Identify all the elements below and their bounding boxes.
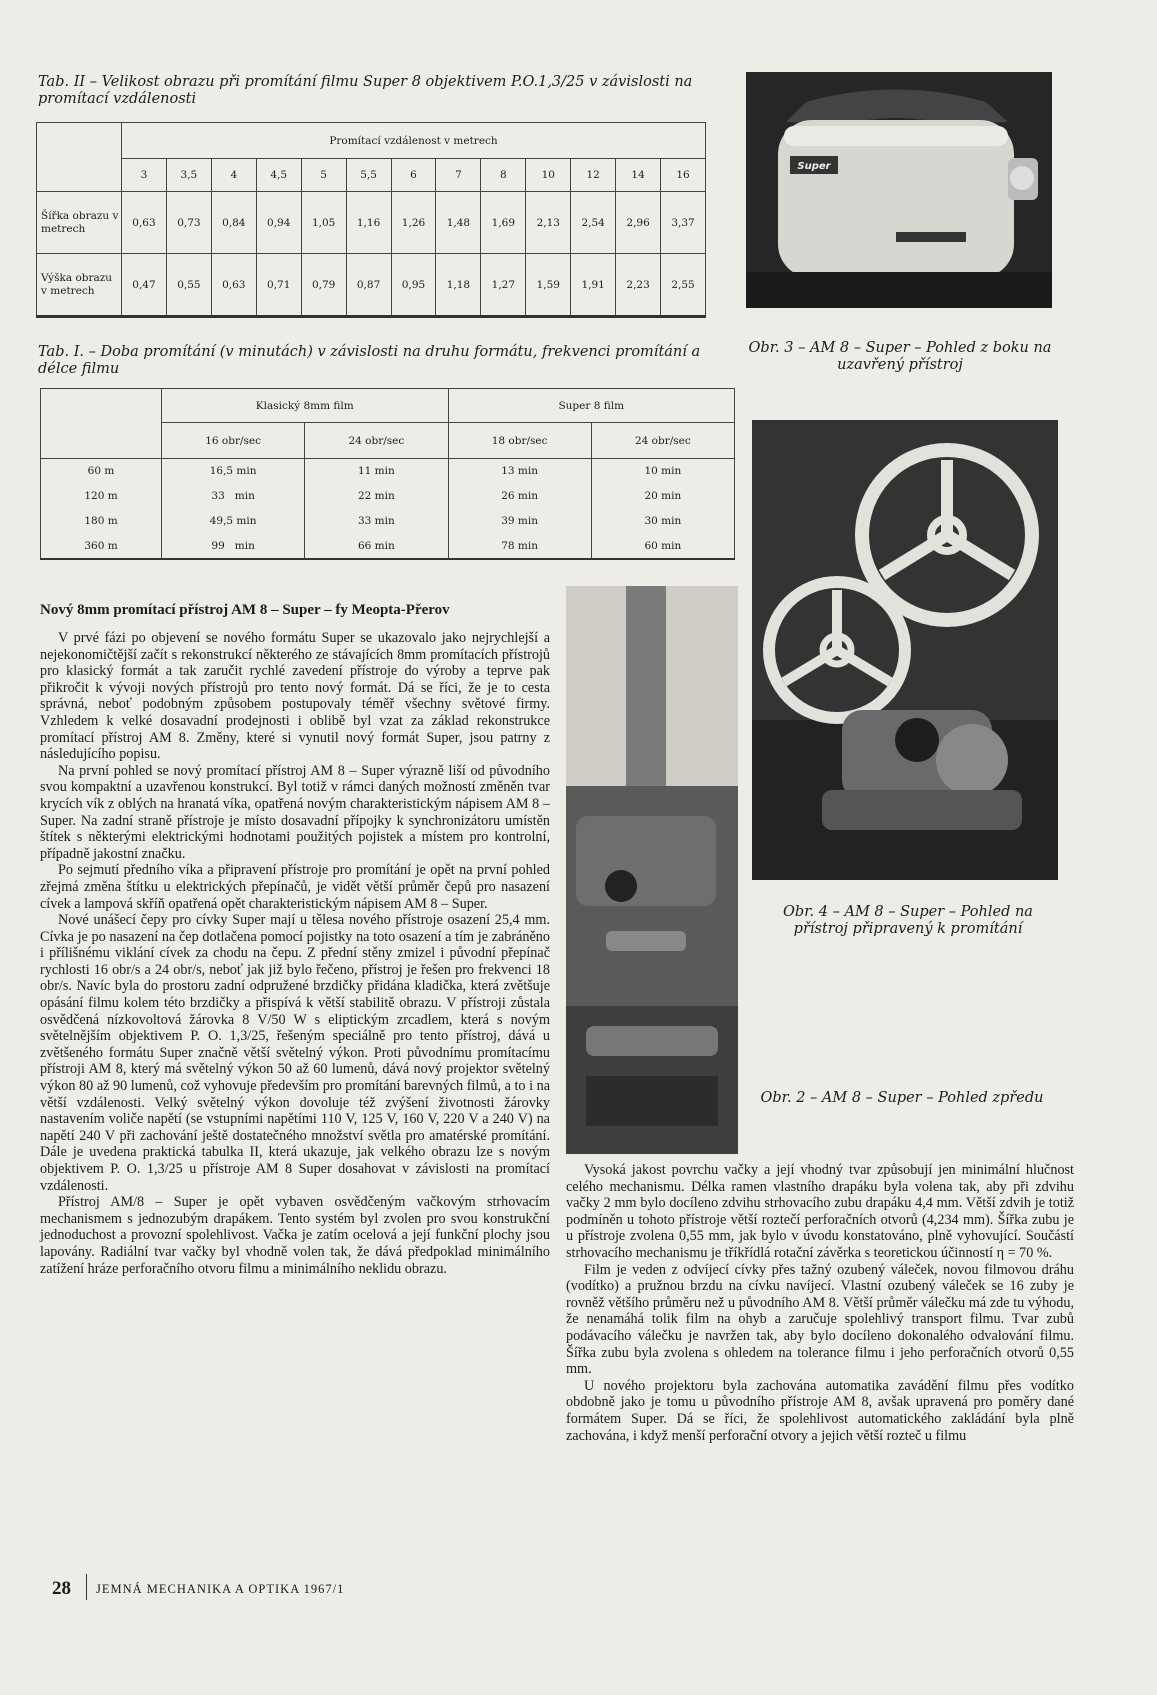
table2 xyxy=(36,122,706,318)
table2-value-cell: 2,54 xyxy=(571,191,616,254)
table2-value-cell: 2,96 xyxy=(616,191,661,254)
table1-sub-2: 18 obr/sec xyxy=(448,423,591,459)
table2-value-cell: 0,84 xyxy=(211,191,256,254)
table1-value-cell: 33 min xyxy=(305,509,448,534)
table1-sub-3: 24 obr/sec xyxy=(591,423,734,459)
paragraph: Film je veden z odvíjecí cívky přes tažný ozubený váleček, novou filmovou dráhu (vodítko) a pružnou brzdu na cívku navíjecí. Vlastní ozubený váleček se 16 zuby je rovněž většího průměru než u původního AM 8. Větší průměr válečku má zde tu výhodu, že nenamáhá tolik film na ohyb a zaručuje spolehlivý transport filmu. Tvar zubů podávacího válečku je navržen tak, aby bylo docíleno dokonalého odvalování filmu. Šířka zubu byla zvolena s ohledem na tolerance filmu i jeho perforačních otvorů 0,55 mm. xyxy=(566,1261,1074,1378)
table2-value-cell: 1,18 xyxy=(436,254,481,317)
table2-distance-cell: 14 xyxy=(616,159,661,191)
table2-distance-cell: 6 xyxy=(391,159,436,191)
table1-value-cell: 13 min xyxy=(448,459,591,484)
table1-value-cell: 16,5 min xyxy=(162,459,305,484)
table2-value-cell: 1,16 xyxy=(346,191,391,254)
table1 xyxy=(40,388,735,560)
table2-value-cell: 0,94 xyxy=(256,191,301,254)
table2-distance-cell: 5,5 xyxy=(346,159,391,191)
paragraph: Po sejmutí předního víka a připravení přístroje pro promítání je opět na první pohled zřejmá změna štítku u elektrických přepínačů, je vidět větší průměr čepů pro nasazení cívek a lampová skříň opatřená opět charakteristickým nápisem AM 8 – Super. xyxy=(40,862,550,912)
table1-sub-0: 16 obr/sec xyxy=(162,423,305,459)
table2-value-cell: 1,27 xyxy=(481,254,526,317)
page-number: 28 xyxy=(52,1578,71,1599)
table2-distance-cell: 4 xyxy=(211,159,256,191)
case-badge: Super xyxy=(797,161,831,172)
table2-value-cell: 1,91 xyxy=(571,254,616,317)
table2-value-cell: 3,37 xyxy=(661,191,706,254)
table2-value-cell: 1,05 xyxy=(301,191,346,254)
table2-corner xyxy=(37,123,122,192)
table1-value-cell: 49,5 min xyxy=(162,509,305,534)
table1-value-cell: 22 min xyxy=(305,484,448,509)
table1-group1: Klasický 8mm film xyxy=(162,389,449,423)
table2-distance-cell: 3,5 xyxy=(166,159,211,191)
table2-value-cell: 0,95 xyxy=(391,254,436,317)
caption-obr4: Obr. 4 – AM 8 – Super – Pohled na přístroj připravený k promítání xyxy=(783,904,1033,937)
table2-distance-cell: 12 xyxy=(571,159,616,191)
table2-value-cell: 0,55 xyxy=(166,254,211,317)
table1-value-cell: 30 min xyxy=(591,509,734,534)
table1-caption: Tab. I. – Doba promítání (v minutách) v závislosti na druhu formátu, frekvenci promítání a délce filmu xyxy=(38,344,701,377)
table2-value-cell: 1,26 xyxy=(391,191,436,254)
table2-value-cell: 1,48 xyxy=(436,191,481,254)
photo-obr3 xyxy=(746,72,1052,308)
table2-value-cell: 1,59 xyxy=(526,254,571,317)
article-left-column xyxy=(40,630,550,1277)
table2-value-cell: 2,23 xyxy=(616,254,661,317)
table1-value-cell: 26 min xyxy=(448,484,591,509)
photo-obr4 xyxy=(752,420,1058,880)
table1-corner xyxy=(41,389,162,459)
table1-value-cell: 39 min xyxy=(448,509,591,534)
table1-length-cell: 360 m xyxy=(41,534,162,559)
table2-value-cell: 1,69 xyxy=(481,191,526,254)
table2-distance-cell: 3 xyxy=(122,159,167,191)
table2-distance-cell: 7 xyxy=(436,159,481,191)
table2-value-cell: 0,87 xyxy=(346,254,391,317)
article-right-column xyxy=(566,1162,1074,1444)
table1-value-cell: 20 min xyxy=(591,484,734,509)
table2-row-label: Výška obrazu v metrech xyxy=(37,254,122,317)
table1-length-cell: 180 m xyxy=(41,509,162,534)
table1-value-cell: 99 min xyxy=(162,534,305,559)
table2-value-cell: 2,55 xyxy=(661,254,706,317)
table2-distance-cell: 5 xyxy=(301,159,346,191)
footer-divider xyxy=(86,1574,87,1600)
caption-obr3: Obr. 3 – AM 8 – Super – Pohled z boku na uzavřený přístroj xyxy=(748,340,1052,373)
paragraph: Vysoká jakost povrchu vačky a její vhodný tvar způsobují jen minimální hlučnost celého mechanismu. Délka ramen vlastního drapáku byla volena tak, aby při zdvihu vačky 2 mm bylo docíleno zdvihu strhovacího zubu drapáku 4,4 mm. Větší zdvih je totiž podmíněn u tohoto přístroje větší roztečí perforačních otvorů (4,234 mm). Šířka zubu je u přístroje zvolena 0,55 mm, jak bylo v úvodu konstatováno, plně vyhovující. Součástí strhovacího mechanismu je tříkřídlá rotační závěrka s teoretickou účinností η = 70 %. xyxy=(566,1162,1074,1261)
table1-value-cell: 60 min xyxy=(591,534,734,559)
table2-row-label: Šířka obrazu v metrech xyxy=(37,191,122,254)
paragraph: U nového projektoru byla zachována automatika zavádění filmu přes vodítko obdobně jako je tomu u původního přístroje AM 8, avšak upravená pro poměry dané formátem Super. Dá se říci, že spolehlivost automatického zakládání byla plně zachována, i když menší perforační otvory a jejich větší rozteč u filmu xyxy=(566,1377,1074,1444)
table2-distance-cell: 8 xyxy=(481,159,526,191)
table2-value-cell: 2,13 xyxy=(526,191,571,254)
table2-caption: Tab. II – Velikost obrazu při promítání filmu Super 8 objektivem P.O.1,3/25 v závislosti na promítací vzdálenosti xyxy=(38,74,693,107)
table2-distance-cell: 4,5 xyxy=(256,159,301,191)
table2-value-cell: 0,63 xyxy=(122,191,167,254)
caption-obr2: Obr. 2 – AM 8 – Super – Pohled zpředu xyxy=(760,1090,1044,1106)
table2-distance-cell: 10 xyxy=(526,159,571,191)
table2-value-cell: 0,71 xyxy=(256,254,301,317)
table2-value-cell: 0,63 xyxy=(211,254,256,317)
paragraph: Nové unášecí čepy pro cívky Super mají u tělesa nového přístroje osazení 25,4 mm. Cívka je po nasazení na čep dotlačena pomocí pojistky na toto osazení a tím je zabráněno i přílišnému viklání cívek za chodu na čepu. Z přední stěny zmizel i původní přepínač rychlosti 16 obr/s a 24 obr/s, neboť jak již bylo řečeno, přístroj je řešen pro frekvenci 18 obr/s. Navíc byla do prostoru zadní odpružené brzdičky přidána kladička, která zvětšuje opásání filmu kolem této brzdičky a přispívá k větší stabilitě obrazu. V přístroji zůstala osvědčená nízkovoltová žárovka 8 V/50 W s eliptickým zrcadlem, která s novým světelnějším objektivem P. O. 1,3/25, řešeným speciálně pro tento přístroj, dává u zvětšeného formátu Super značně větší světelný výkon. Proti původnímu promítacímu přístroji AM 8, který má světelný výkon 50 až 60 lumenů, dává nový projektor světelný výkon 80 až 90 lumenů, což vyhovuje především pro promítání barevných filmů, a to i na větší vzdálenosti. Velký světelný výkon dovoluje též zvýšení životnosti žárovky nastavením voliče napětí (se vstupními napětími 110 V, 125 V, 160 V, 220 V a 240 V) na napětí 240 V při zachování ještě dostatečného množství světla pro amatérské promítání. Dále je uvedena praktická tabulka II, která ukazuje, jak velkého obrazu lze s novým objektivem P. O. 1,3/25 u přístroje AM 8 Super dosahovat v závislosti na promítací vzdálenosti. xyxy=(40,912,550,1194)
paragraph: Přístroj AM/8 – Super je opět vybaven osvědčeným vačkovým strhovacím mechanismem s jednozubým drapákem. Tento systém byl zvolen pro svou konstrukční jednoduchost a provozní spolehlivost. Vačka je zatím ocelová a její funkční plochy jsou lapovány. Radiální tvar vačky byl vhodně volen tak, že dává předpoklad minimálního zatížení hráze perforačního otvoru filmu a minimálního neklidu obrazu. xyxy=(40,1194,550,1277)
table2-value-cell: 0,47 xyxy=(122,254,167,317)
table2-value-cell: 0,73 xyxy=(166,191,211,254)
table1-value-cell: 66 min xyxy=(305,534,448,559)
table1-length-cell: 60 m xyxy=(41,459,162,484)
table1-value-cell: 33 min xyxy=(162,484,305,509)
table1-value-cell: 10 min xyxy=(591,459,734,484)
table2-header: Promítací vzdálenost v metrech xyxy=(122,123,706,159)
journal-name: JEMNÁ MECHANIKA A OPTIKA 1967/1 xyxy=(96,1582,345,1596)
photo-obr2 xyxy=(566,586,738,1154)
table1-value-cell: 78 min xyxy=(448,534,591,559)
article-title: Nový 8mm promítací přístroj AM 8 – Super – fy Meopta-Přerov xyxy=(40,602,450,618)
table1-value-cell: 11 min xyxy=(305,459,448,484)
table2-distance-cell: 16 xyxy=(661,159,706,191)
table1-length-cell: 120 m xyxy=(41,484,162,509)
paragraph: Na první pohled se nový promítací přístroj AM 8 – Super výrazně liší od původního svou kompaktní a uzavřenou konstrukcí. Byl totiž v rámci daných možností změněn tvar krycích vík z oblých na hranatá víka, opatřená novým charakteristickým nápisem AM 8 – Super. Na zadní straně přístroje je místo dosavadní přípojky k synchronizátoru umístěn štítek s některými elektrickými hodnotami použitých pojistek a místem pro kontrolní, případně jakostní značku. xyxy=(40,762,550,862)
paragraph: V prvé fázi po objevení se nového formátu Super se ukazovalo jako nejrychlejší a nejekonomičtější začít s rekonstrukcí některého ze stávajících 8mm promítacích přístrojů pro klasický formát a tak zaručit rychlé zavedení přístroje do výroby a teprve pak přikročit k vývoji nových přístrojů pro tento nový formát. Dá se říci, že je to cesta správná, neboť podobným způsobem postupovaly téměř všechny světové firmy. Vzhledem k velké dosavadní prodejnosti i oblibě byl vzat za základ rekonstrukce promítací přístroj AM 8. Změny, které si vynutil nový formát Super, jsou patrny z následujícího popisu. xyxy=(40,630,550,763)
table1-group2: Super 8 film xyxy=(448,389,735,423)
table1-sub-1: 24 obr/sec xyxy=(305,423,448,459)
table2-value-cell: 0,79 xyxy=(301,254,346,317)
